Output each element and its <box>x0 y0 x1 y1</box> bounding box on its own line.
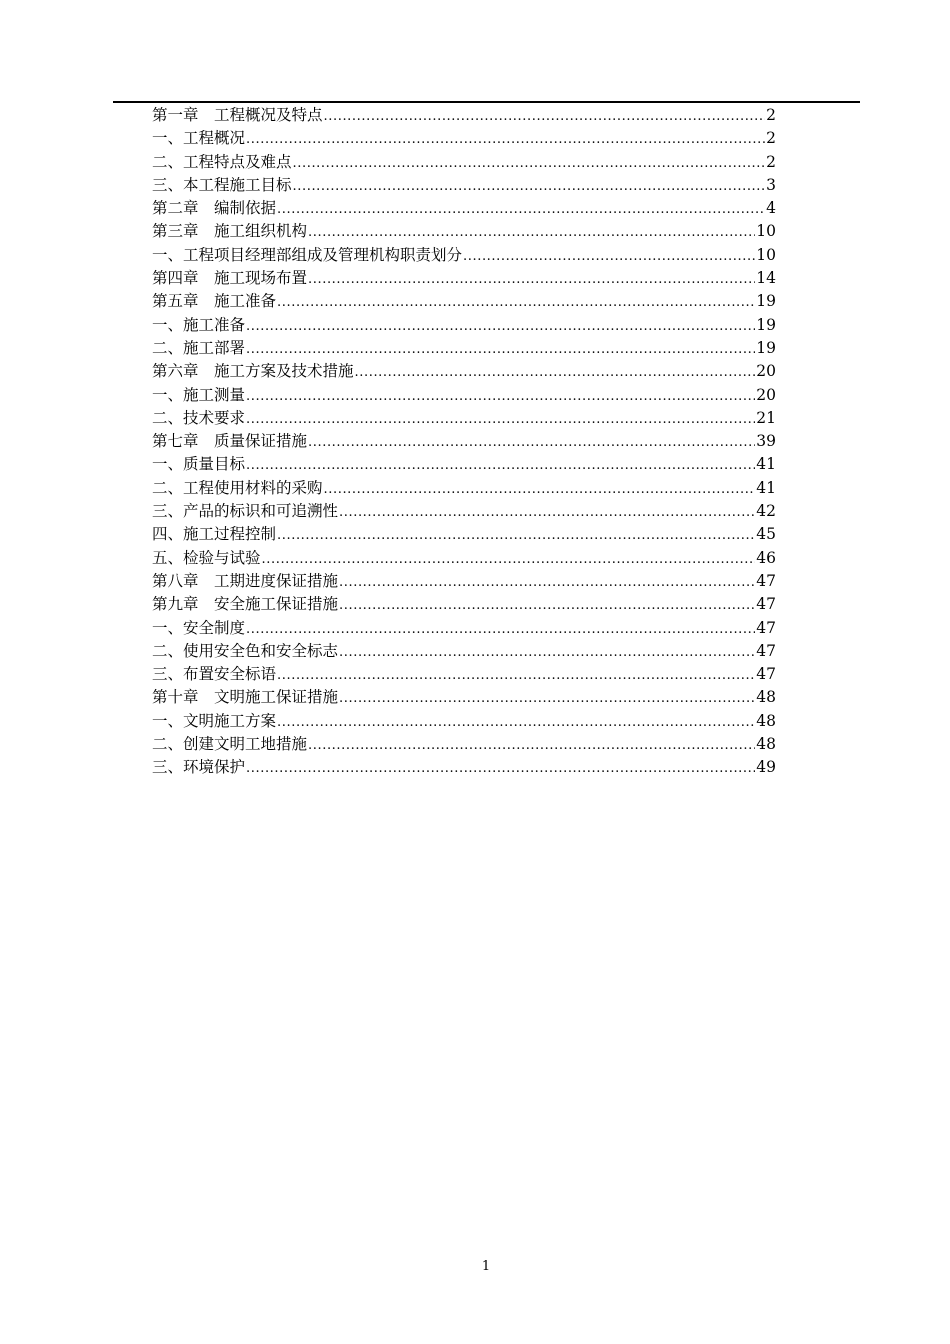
toc-dot-leader <box>246 408 755 430</box>
toc-entry-page-number: 2 <box>766 152 776 171</box>
toc-entry-label: 一、文明施工方案 <box>152 711 277 730</box>
toc-entry-label: 一、施工测量 <box>152 385 246 404</box>
toc-dot-leader <box>339 594 755 616</box>
toc-entry-page-number: 19 <box>756 315 776 334</box>
toc-section-entry[interactable] <box>152 314 776 337</box>
toc-chapter-entry[interactable] <box>152 686 776 709</box>
toc-entry-page-number: 47 <box>756 641 776 660</box>
toc-dot-leader <box>308 221 755 243</box>
toc-dot-leader <box>277 664 755 686</box>
toc-entry-label: 二、工程特点及难点 <box>152 152 292 171</box>
toc-entry-page-number: 20 <box>756 362 776 381</box>
toc-entry-page-number: 49 <box>756 758 776 777</box>
toc-dot-leader <box>308 431 755 453</box>
toc-section-entry[interactable] <box>152 617 776 640</box>
toc-dot-leader <box>324 478 756 500</box>
toc-dot-leader <box>246 385 755 407</box>
toc-chapter-entry[interactable] <box>152 104 776 127</box>
toc-entry-label: 三、本工程施工目标 <box>152 175 292 194</box>
toc-entry-page-number: 21 <box>756 408 776 427</box>
toc-dot-leader <box>308 268 755 290</box>
toc-entry-page-number: 48 <box>756 688 776 707</box>
toc-section-entry[interactable] <box>152 640 776 663</box>
toc-section-entry[interactable] <box>152 453 776 476</box>
toc-entry-page-number: 10 <box>756 245 776 264</box>
toc-dot-leader <box>293 175 766 197</box>
toc-chapter-entry[interactable] <box>152 290 776 313</box>
toc-section-entry[interactable] <box>152 523 776 546</box>
toc-section-entry[interactable] <box>152 547 776 570</box>
toc-entry-page-number: 10 <box>756 222 776 241</box>
toc-dot-leader <box>339 501 755 523</box>
header-rule <box>113 101 860 103</box>
toc-dot-leader <box>246 618 755 640</box>
toc-dot-leader <box>277 198 765 220</box>
toc-dot-leader <box>246 128 765 150</box>
toc-chapter-entry[interactable] <box>152 220 776 243</box>
toc-entry-page-number: 48 <box>756 711 776 730</box>
toc-entry-label: 第八章 工期进度保证措施 <box>152 571 339 590</box>
toc-entry-label: 二、创建文明工地措施 <box>152 735 308 754</box>
toc-entry-page-number: 39 <box>756 432 776 451</box>
toc-section-entry[interactable] <box>152 733 776 756</box>
toc-entry-page-number: 2 <box>766 129 776 148</box>
toc-entry-page-number: 45 <box>756 525 776 544</box>
toc-section-entry[interactable] <box>152 174 776 197</box>
toc-section-entry[interactable] <box>152 477 776 500</box>
toc-dot-leader <box>308 734 755 756</box>
toc-entry-page-number: 48 <box>756 735 776 754</box>
toc-entry-label: 第七章 质量保证措施 <box>152 432 308 451</box>
toc-entry-label: 第四章 施工现场布置 <box>152 269 308 288</box>
toc-entry-label: 四、施工过程控制 <box>152 525 277 544</box>
toc-dot-leader <box>246 338 755 360</box>
toc-entry-label: 一、工程概况 <box>152 129 246 148</box>
toc-entry-label: 二、使用安全色和安全标志 <box>152 641 339 660</box>
toc-section-entry[interactable] <box>152 710 776 733</box>
toc-entry-page-number: 41 <box>756 455 776 474</box>
toc-entry-page-number: 4 <box>766 199 776 218</box>
toc-entry-page-number: 47 <box>756 571 776 590</box>
toc-dot-leader <box>262 548 756 570</box>
toc-dot-leader <box>339 571 755 593</box>
toc-chapter-entry[interactable] <box>152 197 776 220</box>
toc-chapter-entry[interactable] <box>152 593 776 616</box>
toc-entry-label: 二、技术要求 <box>152 408 246 427</box>
toc-entry-label: 第三章 施工组织机构 <box>152 222 308 241</box>
toc-entry-page-number: 19 <box>756 292 776 311</box>
toc-entry-page-number: 47 <box>756 618 776 637</box>
toc-entry-page-number: 2 <box>766 106 776 124</box>
toc-entry-page-number: 41 <box>756 478 776 497</box>
toc-section-entry[interactable] <box>152 151 776 174</box>
toc-entry-page-number: 14 <box>756 269 776 288</box>
toc-section-entry[interactable] <box>152 407 776 430</box>
toc-chapter-entry[interactable] <box>152 360 776 383</box>
toc-dot-leader <box>339 687 755 709</box>
toc-dot-leader <box>246 315 755 337</box>
toc-entry-label: 第一章 工程概况及特点 <box>152 106 323 124</box>
toc-entry-label: 一、安全制度 <box>152 618 246 637</box>
toc-entry-label: 第十章 文明施工保证措施 <box>152 688 339 707</box>
toc-dot-leader <box>246 757 755 779</box>
toc-section-entry[interactable] <box>152 337 776 360</box>
toc-chapter-entry[interactable] <box>152 430 776 453</box>
toc-entry-page-number: 46 <box>756 548 776 567</box>
toc-chapter-entry[interactable] <box>152 570 776 593</box>
page-number: 1 <box>481 1259 491 1274</box>
toc-dot-leader <box>355 361 756 383</box>
toc-entry-page-number: 47 <box>756 595 776 614</box>
toc-dot-leader <box>339 641 755 663</box>
toc-dot-leader <box>277 291 755 313</box>
toc-dot-leader <box>246 454 755 476</box>
toc-section-entry[interactable] <box>152 756 776 779</box>
toc-entry-label: 一、工程项目经理部组成及管理机构职责划分 <box>152 245 463 264</box>
toc-section-entry[interactable] <box>152 384 776 407</box>
toc-dot-leader <box>463 245 755 267</box>
toc-entry-label: 三、环境保护 <box>152 758 246 777</box>
toc-entry-label: 三、布置安全标语 <box>152 665 277 684</box>
toc-entry-label: 第五章 施工准备 <box>152 292 277 311</box>
toc-dot-leader <box>324 105 766 127</box>
toc-section-entry[interactable] <box>152 663 776 686</box>
toc-entry-label: 五、检验与试验 <box>152 548 261 567</box>
toc-entry-page-number: 3 <box>766 175 776 194</box>
toc-entry-label: 第六章 施工方案及技术措施 <box>152 362 354 381</box>
toc-entry-page-number: 47 <box>756 665 776 684</box>
toc-chapter-entry[interactable] <box>152 267 776 290</box>
toc-section-entry[interactable] <box>152 244 776 267</box>
toc-entry-label: 三、产品的标识和可追溯性 <box>152 502 339 521</box>
toc-entry-label: 二、工程使用材料的采购 <box>152 478 323 497</box>
toc-section-entry[interactable] <box>152 127 776 150</box>
toc-entry-label: 一、质量目标 <box>152 455 246 474</box>
toc-entry-label: 二、施工部署 <box>152 338 246 357</box>
table-of-contents <box>152 104 776 780</box>
toc-section-entry[interactable] <box>152 500 776 523</box>
toc-entry-page-number: 19 <box>756 338 776 357</box>
toc-entry-label: 一、施工准备 <box>152 315 246 334</box>
toc-dot-leader <box>293 152 766 174</box>
toc-entry-page-number: 42 <box>756 502 776 521</box>
toc-entry-page-number: 20 <box>756 385 776 404</box>
toc-entry-label: 第二章 编制依据 <box>152 199 277 218</box>
toc-dot-leader <box>277 711 755 733</box>
toc-entry-label: 第九章 安全施工保证措施 <box>152 595 339 614</box>
toc-dot-leader <box>277 524 755 546</box>
